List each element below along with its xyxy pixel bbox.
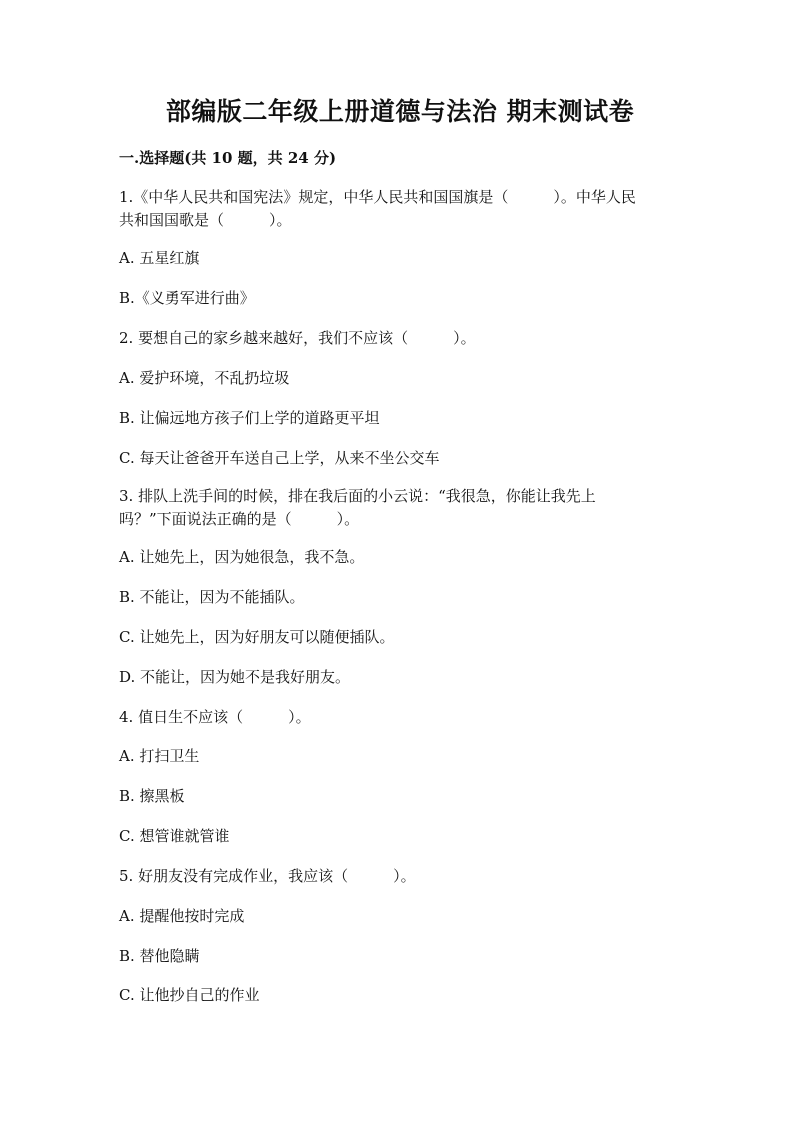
question-5-option-a: A. 提醒他按时完成 — [119, 907, 245, 925]
question-1-stem-line-1: 1.《中华人民共和国宪法》规定，中华人民共和国国旗是（ ）。中华人民 — [119, 188, 636, 206]
question-3-option-a: A. 让她先上，因为她很急，我不急。 — [119, 548, 365, 566]
question-3-stem-line-2: 吗？”下面说法正确的是（ ）。 — [119, 510, 360, 528]
question-1-option-b: B.《义勇军进行曲》 — [119, 289, 255, 307]
question-1-option-a: A. 五星红旗 — [119, 249, 200, 267]
question-4-option-a: A. 打扫卫生 — [119, 747, 200, 765]
page-title: 部编版二年级上册道德与法治 期末测试卷 — [165, 97, 635, 126]
question-2-option-b: B. 让偏远地方孩子们上学的道路更平坦 — [119, 409, 380, 427]
question-2-option-a: A. 爱护环境，不乱扔垃圾 — [119, 369, 290, 387]
question-3-option-b: B. 不能让，因为不能插队。 — [119, 588, 305, 606]
question-1-stem-line-2: 共和国国歌是（ ）。 — [119, 211, 292, 229]
question-4-option-b: B. 擦黑板 — [119, 787, 185, 805]
question-5-option-b: B. 替他隐瞒 — [119, 947, 200, 965]
question-4-stem-line-1: 4. 值日生不应该（ ）。 — [119, 708, 311, 726]
question-3-option-c: C. 让她先上，因为好朋友可以随便插队。 — [119, 628, 395, 646]
question-5-option-c: C. 让他抄自己的作业 — [119, 986, 260, 1004]
section-heading: 一.选择题(共 10 题，共 24 分) — [119, 149, 337, 167]
question-3-option-d: D. 不能让，因为她不是我好朋友。 — [119, 668, 351, 686]
question-4-option-c: C. 想管谁就管谁 — [119, 827, 230, 845]
question-3-stem-line-1: 3. 排队上洗手间的时候，排在我后面的小云说：“我很急，你能让我先上 — [119, 487, 596, 505]
question-2-stem-line-1: 2. 要想自己的家乡越来越好，我们不应该（ ）。 — [119, 329, 476, 347]
question-2-option-c: C. 每天让爸爸开车送自己上学，从来不坐公交车 — [119, 449, 440, 467]
question-5-stem-line-1: 5. 好朋友没有完成作业，我应该（ ）。 — [119, 867, 416, 885]
